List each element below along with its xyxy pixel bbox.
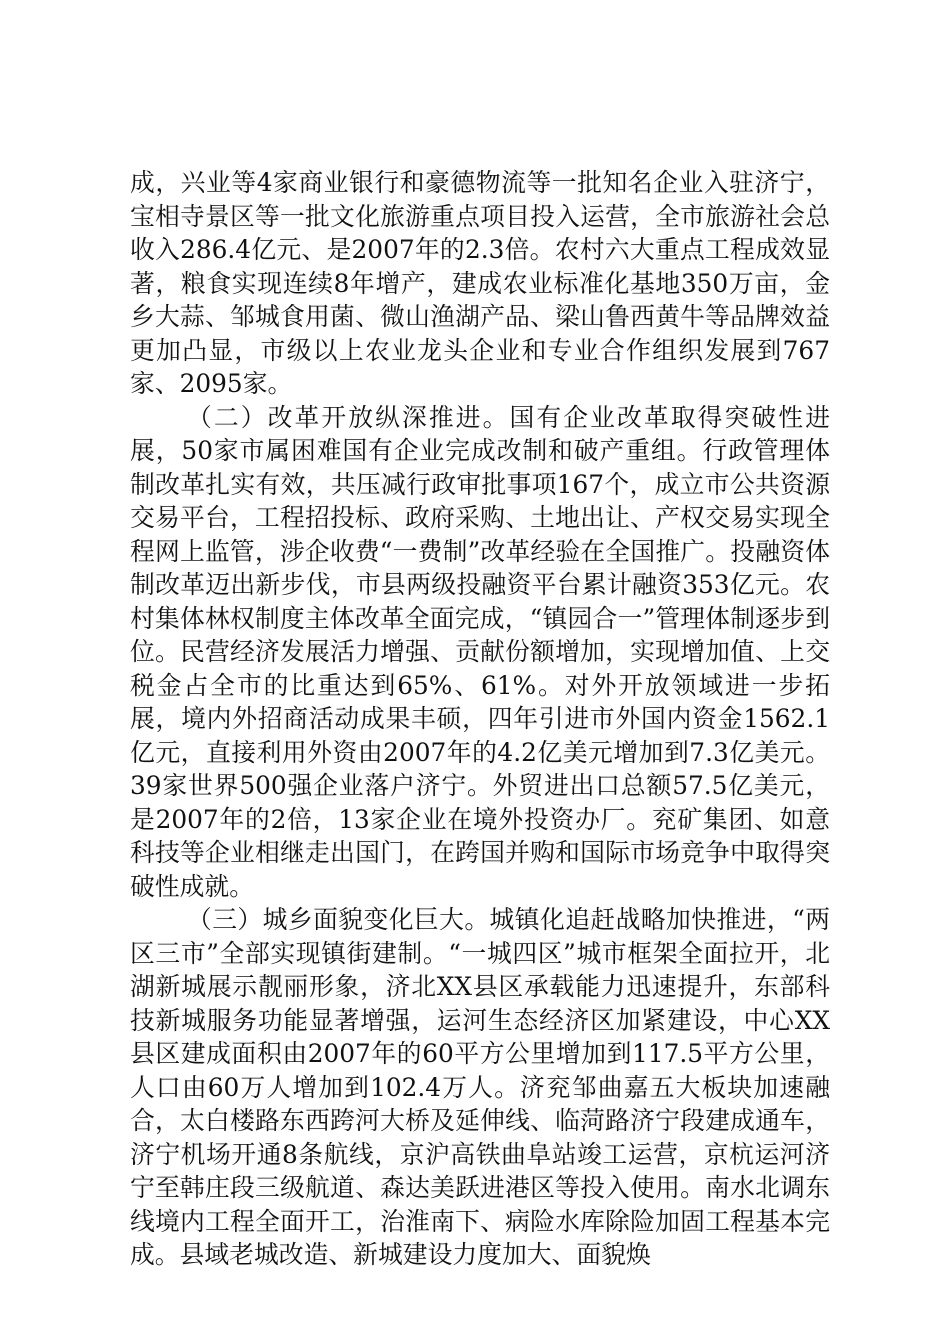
paragraph-continuation: 成，兴业等4家商业银行和豪德物流等一批知名企业入驻济宁，宝相寺景区等一批文化旅游重点项目投入运营，全市旅游社会总收入286.4亿元、是2007年的2.3倍。农村六大重点工程成效显著，粮食实现连续8年增产，建成农业标准化基地350万亩，金乡大蒜、邹城食用菌、微山渔湖产品、梁山鲁西黄牛等品牌效益更加凸显，市级以上农业龙头企业和专业合作组织发展到767家、2095家。 [130, 168, 830, 398]
paragraph-urban-rural: （三）城乡面貌变化巨大。城镇化追赶战略加快推进，“两区三市”全部实现镇街建制。“一城四区”城市框架全面拉开，北湖新城展示靓丽形象，济北XX县区承载能力迅速提升，东部科技新城服务功能显著增强，运河生态经济区加紧建设，中心XX县区建成面积由2007年的60平方公里增加到117.5平方公里，人口由60万人增加到102.4万人。济兖邹曲嘉五大板块加速融合，太白楼路东西跨河大桥及延伸线、临菏路济宁段建成通车，济宁机场开通8条航线，京沪高铁曲阜站竣工运营，京杭运河济宁至韩庄段三级航道、森达美跃进港区等投入使用。南水北调东线境内工程全面开工，治淮南下、病险水库除险加固工程基本完成。县域老城改造、新城建设力度加大、面貌焕 [130, 905, 830, 1269]
document-body [130, 166, 830, 1272]
paragraph-reform-opening: （二）改革开放纵深推进。国有企业改革取得突破性进展，50家市属困难国有企业完成改制和破产重组。行政管理体制改革扎实有效，共压减行政审批事项167个，成立市公共资源交易平台，工程招投标、政府采购、土地出让、产权交易实现全程网上监管，涉企收费“一费制”改革经验在全国推广。投融资体制改革迈出新步伐，市县两级投融资平台累计融资353亿元。农村集体林权制度主体改革全面完成，“镇园合一”管理体制逐步到位。民营经济发展活力增强、贡献份额增加，实现增加值、上交税金占全市的比重达到65%、61%。对外开放领域进一步拓展，境内外招商活动成果丰硕，四年引进市外国内资金1562.1亿元，直接利用外资由2007年的4.2亿美元增加到7.3亿美元。39家世界500强企业落户济宁。外贸进出口总额57.5亿美元，是2007年的2倍，13家企业在境外投资办厂。兖矿集团、如意科技等企业相继走出国门，在跨国并购和国际市场竞争中取得突破性成就。 [130, 402, 830, 901]
